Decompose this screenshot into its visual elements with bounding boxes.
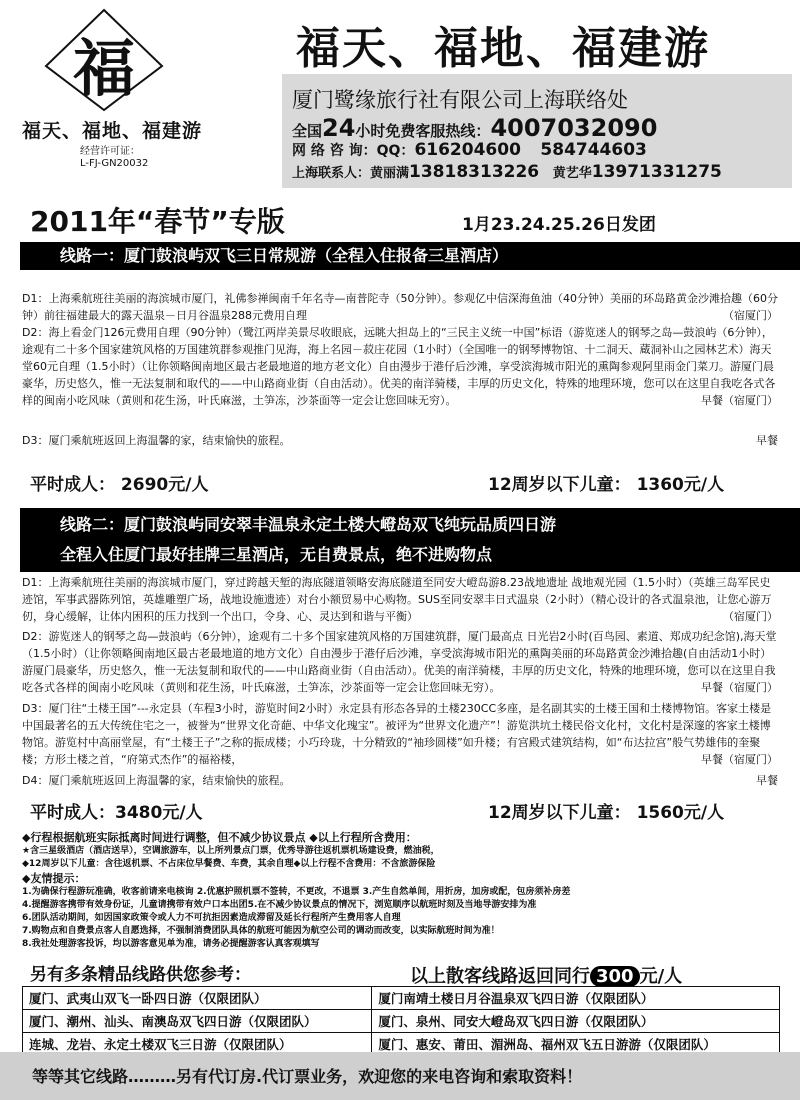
other-routes-title: 另有多条精品线路供您参考： [30,965,251,985]
itinerary-notes: ◆行程根据航班实际抵离时间进行调整，但不减少协议景点 ◆以上行程所含费用： ★含三星级酒店（酒店送早），空调旅游车，以上所列景点门票，优秀导游往返机票机场建设费，燃油税， ◆12周岁以下儿童：含往返机票、不占床位早餐费、车费，其余自理◆以上行程不含费用：不含旅游保险 ◆友情提示： 1.为确保行程游玩准确，收客前请来电核询 2.优惠护照机票不签转，不更改，不退票 3.产生自然单间，用折房，加房或配，包房须补房差 4.提醒游客携带有效身份证，儿童请携带有效户口本出团5.在不减少协议景点的情况下，浏览顺序以航班时刻及当地导游安排为准 6.团队活动期间，如因国家政策令或人力不可抗拒因素造成滞留及延长行程所产生费用客人自理 7.购物点和自费景点客人自愿选择，不强制消费团队具体的航班可能因为航空公司的调动而改变，以实际航班时间为准！ 8.我社处理游客投诉，均以游客意见单为准，请务必提醒游客认真客观填写 [22,831,571,949]
route-option: 厦门、惠安、莆田、湄洲岛、福州双飞五日游游（仅限团队） [372,1033,780,1056]
route-option: 连城、龙岩、永定土楼双飞三日游（仅限团队） [23,1033,372,1056]
svg-text:福: 福 [72,32,136,105]
hotline: 全国24小时免费客服热线：4007032090 [292,114,658,142]
peer-rebate: 以上散客线路返回同行 300 元/人 [410,966,683,987]
route2-day1: D1：上海乘航班往美丽的海滨城市厦门，穿过跨越天堑的海底隧道领略安海底隧道至同安大嶝岛游8.23战地遗址 战地观光园（1.5小时）（英雄三岛军民史迹馆，军事武器陈列馆，英雄雕塑广场，战地设施遗迹）对台小额贸易中心购物。SUS至同安翠丰日式温泉（2小时）（精心设计的各式温泉池，让您心游万仞，身心缓解，让体内困积的压力找到一个出口，令身、心、灵达到和谐与平衡） （宿厦门） [22,576,778,623]
route2-day4: D4：厦门乘航班返回上海温馨的家，结束愉快的旅程。 早餐 [22,774,778,787]
other-routes-table [22,986,780,1056]
route1-child-price: 12周岁以下儿童： 1360元/人 [488,475,725,495]
route-option: 厦门、泉州、同安大嶝岛双飞四日游（仅限团队） [372,1010,780,1033]
license-label: 经营许可证： [80,146,140,157]
route2-day2: D2：游览迷人的钢琴之岛—鼓浪屿（6分钟），途观有二十多个国家建筑风格的万国建筑群，厦门最高点 日光岩2小时(百鸟园、素道、郑成功纪念馆),海天堂（1.5小时）（让你领略闽南地区最古老最地道的地方文化）自由漫步于港仔后沙滩，享受滨海城市阳光的熏陶美丽的环岛路黄金沙滩拾趣(自由活动1小时）游厦门晨豪华，历史悠久，惟一无法复制和取代的——中山路商业街（自由活动）。优美的南洋骑楼，丰厚的历史文化，特殊的地理环境，您可以在这里自我吃各式各样的闽南小吃风味（黄则和花生汤，叶氏麻滋，土笋冻，沙茶面等一定会让您回味无穷）。 早餐（宿厦门） [22,630,778,694]
route-option: 厦门南靖土楼日月谷温泉双飞四日游（仅限团队） [372,987,780,1010]
qq-contact: 网 络 咨 询：QQ：616204600 584744603 [292,140,647,160]
company-logo [44,8,164,112]
route2-adult-price: 平时成人：3480元/人 [30,803,203,823]
license-number: L-FJ-GN20032 [80,158,149,169]
footer-text: 等等其它线路………另有代订房.代订票业务，欢迎您的来电咨询和索取资料！ [32,1067,583,1086]
hotline-number: 4007032090 [490,114,658,142]
page-title: 福天、福地、福建游 [296,23,710,74]
route-option: 厦门、潮州、汕头、南澳岛双飞四日游（仅限团队） [23,1010,372,1033]
company-name: 厦门鹭缘旅行社有限公司上海联络处 [292,88,628,112]
route1-adult-price: 平时成人： 2690元/人 [30,475,209,495]
route1-day2: D2：海上看金门126元费用自理（90分钟）（鹭江两岸美景尽收眼底，远眺大担岛上的“三民主义统一中国”标语（游览迷人的钢琴之岛—鼓浪屿（6分钟），途观有二十多个国家建筑风格的万国建筑群参观推门见海，海上名园－菽庄花园（1小时）（全国唯一的钢琴博物馆、十二洞天、蔵洞补山之园林艺术）海天堂60元自理（1.5小时）（让你领略闽南地区最古老最地道的地方老文化）自由漫步于港仔后沙滩，享受滨海城市阳光的熏陶参观阿里雨金门菜刀。游厦门晨豪华，历史悠久，惟一无法复制和取代的——中山路商业街（自由活动）。优美的南洋骑楼，丰厚的历史文化，特殊的地理环境，您可以在这里自我吃各式各样的闽南小吃风味（黄则和花生汤，叶氏麻滋，土笋冻，沙茶面等一定会让您回味无穷）。 早餐（宿厦门） [22,326,778,407]
route2-day3: D3：厦门往“土楼王国”---永定县（车程3小时，游览时间2小时）永定县有形态各异的土楼230CC多座，是名副其实的土楼王国和土楼博物馆。客家土楼是中国最著名的五大传统住宅之一，被誉为“世界文化奇葩、中华文化瑰宝”。被评为“世界文化遗产”！游览洪坑土楼民俗文化村，文化村是深邃的客家土楼博物馆。游览村中高丽堂屋，有“土楼王子”之称的振成楼；小巧玲珑，十分精致的“袖珍圆楼”如升楼；有宫殿式建筑结构，如“布达拉宫”般气势雄伟的奎聚楼；方形土楼之首，“府第式杰作”的福裕楼， 早餐（宿厦门） [22,702,778,766]
departure-dates: 1月23.24.25.26日发团 [462,215,656,235]
route2-child-price: 12周岁以下儿童： 1560元/人 [488,803,725,823]
route-option: 厦门、武夷山双飞一卧四日游（仅限团队） [23,987,372,1010]
route2-title: 线路二：厦门鼓浪屿同安翠丰温泉永定土楼大嶝岛双飞纯玩品质四日游 全程入住厦门最好挂牌三星酒店，无自费景点，绝不进购物点 [20,508,800,572]
route1-day3: D3：厦门乘航班返回上海温馨的家，结束愉快的旅程。 早餐 [22,434,778,447]
logo-slogan: 福天、福地、福建游 [22,120,203,142]
route1-title: 线路一：厦门鼓浪屿双飞三日常规游（全程入住报备三星酒店） [20,242,800,270]
route1-day1: D1：上海乘航班往美丽的海滨城市厦门，礼佛参禅闽南千年名寺—南普陀寺（50分钟）。参观亿中信深海鱼油（40分钟）美丽的环岛路黄金沙滩拾趣（60分钟）前往福建最大的露天温泉－日月谷温泉288元费用自理 （宿厦门） [22,292,778,322]
edition-title: 2011年“春节”专版 [30,205,285,238]
shanghai-contacts: 上海联系人：黄丽满13818313226 黄艺华13971331275 [292,162,722,182]
